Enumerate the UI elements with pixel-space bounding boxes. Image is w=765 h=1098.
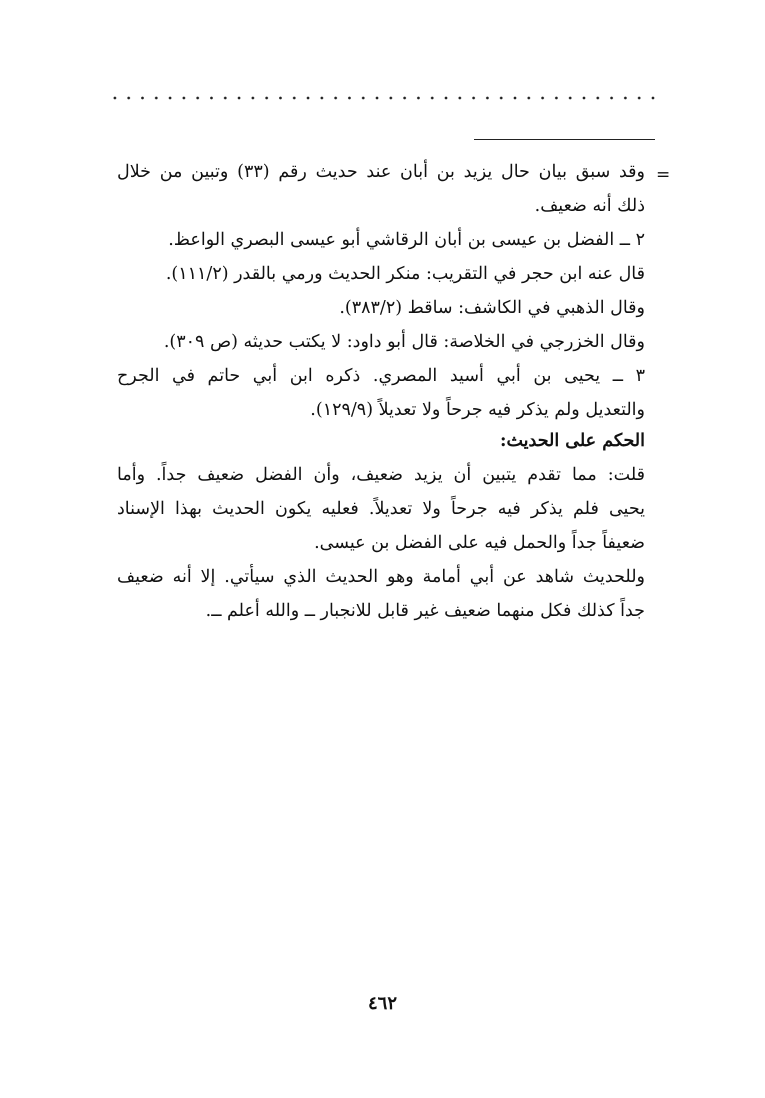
footnote-rule <box>474 139 655 140</box>
ruling-heading: الحكم على الحديث: <box>500 431 645 451</box>
footnote-line: ٢ ــ الفضل بن عيسى بن أبان الرقاشي أبو عيسى البصري الواعظ. <box>168 230 645 250</box>
footnote-line: ذلك أنه ضعيف. <box>534 196 645 216</box>
page-number: ٤٦٢ <box>367 993 397 1014</box>
footnote-block <box>117 155 645 427</box>
ruling-line: ضعيفاً جداً والحمل فيه على الفضل بن عيسى. <box>314 533 645 553</box>
footnote-line: والتعديل ولم يذكر فيه جرحاً ولا تعديلاً (١٢٩/٩). <box>310 400 645 420</box>
ruling-line: وللحديث شاهد عن أبي أمامة وهو الحديث الذي سيأتي. إلا أنه ضعيف <box>117 567 645 587</box>
ruling-line: جداً كذلك فكل منهما ضعيف غير قابل للانجبار ــ والله أعلم ــ. <box>205 601 645 621</box>
footnote-line: ٣ ــ يحيى بن أبي أسيد المصري. ذكره ابن أبي حاتم في الجرح <box>117 366 645 386</box>
ruling-line: يحيى فلم يذكر فيه جرحاً ولا تعديلاً. فعليه يكون الحديث بهذا الإسناد <box>117 499 645 519</box>
dotted-separator <box>108 92 656 104</box>
continuation-mark: = <box>656 165 671 185</box>
footnote-line: وقد سبق بيان حال يزيد بن أبان عند حديث رقم (٣٣) وتبين من خلال <box>117 162 645 182</box>
footnote-line: وقال الذهبي في الكاشف: ساقط (٣٨٣/٢). <box>339 298 645 318</box>
ruling-line: قلت: مما تقدم يتبين أن يزيد ضعيف، وأن الفضل ضعيف جداً. وأما <box>117 465 645 485</box>
ruling-block <box>117 424 645 628</box>
footnote-line: قال عنه ابن حجر في التقريب: منكر الحديث ورمي بالقدر (١١١/٢). <box>165 264 645 284</box>
footnote-line: وقال الخزرجي في الخلاصة: قال أبو داود: لا يكتب حديثه (ص ٣٠٩). <box>163 332 645 352</box>
